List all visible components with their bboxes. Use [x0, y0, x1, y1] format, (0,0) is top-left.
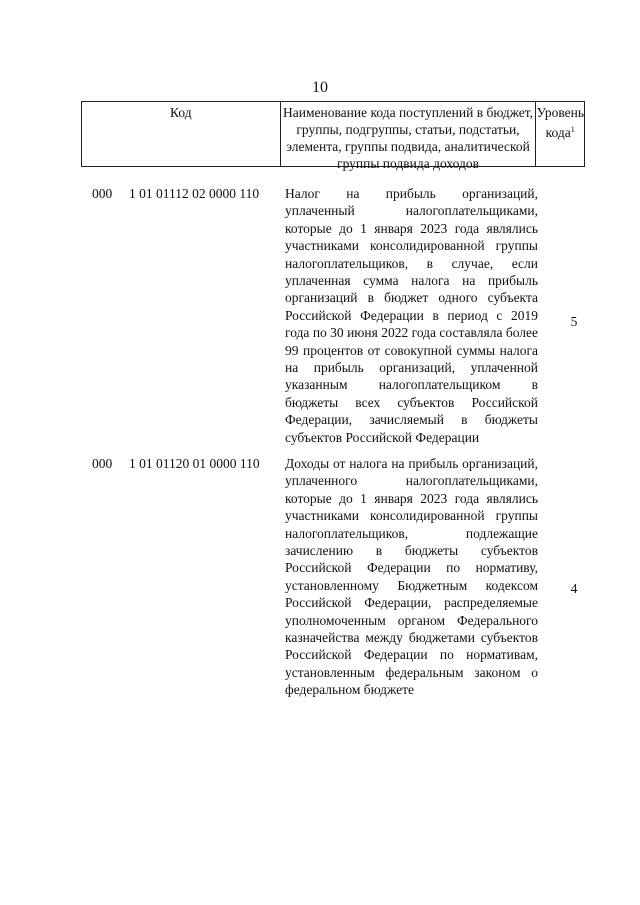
code-level: 5 [570, 314, 578, 329]
revenue-description: Налог на прибыль организаций, уплаченный налогоплательщиками, которые до 1 января 2023 года являлись участниками консолидированной группы налогоплательщиков, в случае, если уплаченная сумма налога на прибыль организаций в бюджет одного субъекта Российской Федерации в период с 2019 года по 30 июня 2022 года составляла более 99 процентов от совокупной суммы налога на прибыль организаций, уплаченной указанным налогоплательщиком в бюджеты всех субъектов Российской Федерации, зачисляемый в бюджеты субъектов Российской Федерации [285, 186, 538, 445]
code-level: 4 [570, 581, 578, 596]
page-number: 10 [312, 79, 328, 96]
header-level [536, 102, 584, 166]
admin-code: 000 [92, 456, 113, 471]
revenue-code: 1 01 01120 01 0000 110 [129, 456, 260, 471]
header-level-footnote: 1 [570, 125, 575, 134]
revenue-code: 1 01 01112 02 0000 110 [129, 186, 260, 201]
admin-code: 000 [92, 186, 113, 201]
revenue-description: Доходы от налога на прибыль организаций, уплаченного налогоплательщиками, которые до 1 января 2023 года являлись участниками консолидированной группы налогоплательщиков, подлежащие зачислению в бюджеты субъектов Российской Федерации по нормативу, установленному Бюджетным кодексом Российской Федерации, распределяемые уполномоченным органом Федерального казначейства между бюджетами субъектов Российской Федерации по нормативам, установленным федеральным законом о федеральном бюджете [285, 456, 538, 698]
header-name: Наименование кода поступлений в бюджет, группы, подгруппы, статьи, подстатьи, элемента, группы подвида, аналитической группы подвида доходов [281, 102, 537, 166]
header-code: Код [82, 102, 281, 166]
header-level-label: Уровень кода [536, 105, 584, 140]
table-header [81, 101, 585, 171]
